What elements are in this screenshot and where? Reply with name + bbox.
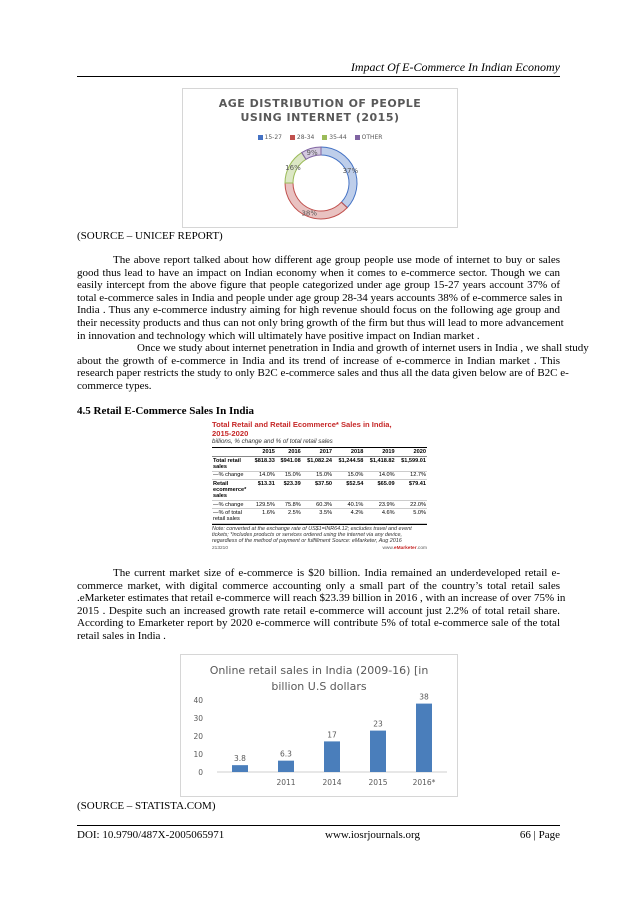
table-cell: $13.31 — [250, 480, 276, 501]
footer-doi: DOI: 10.9790/487X-2005065971 — [77, 829, 225, 841]
chart-title-line-2: billion U.S dollars — [271, 680, 367, 693]
table-header-cell: 2015 — [250, 448, 276, 457]
bar-value-label: 6.3 — [280, 749, 292, 759]
table-row-label: Retail ecommerce* sales — [212, 480, 250, 501]
table-id: 213210 — [212, 545, 229, 551]
table-cell: $1,244.58 — [333, 457, 364, 472]
figure-source-1: (SOURCE – UNICEF REPORT) — [77, 230, 223, 242]
table-cell: 60.3% — [302, 500, 333, 509]
text-line: 2015 . Despite such an increased growth rate retail e-commerce will account just 2.2% of total retail share. — [77, 604, 560, 617]
running-head: Impact Of E-Commerce In Indian Economy — [350, 60, 560, 74]
table-cell: $23.39 — [276, 480, 302, 501]
table-subtitle: billions, % change and % of total retail sales — [212, 438, 333, 445]
bar — [416, 704, 432, 772]
table-title-line-2: 2015-2020 — [212, 428, 249, 438]
text-line: commerce market, with digital commerce accounting only a small part of the country’s total retail sales — [77, 579, 560, 592]
table-row — [212, 480, 427, 501]
legend-label: OTHER — [361, 134, 383, 141]
figure-source-2: (SOURCE – STATISTA.COM) — [77, 800, 216, 812]
text-line: The above report talked about how different age group people use mode of internet to buy or sales — [113, 254, 560, 266]
table-cell: $1,082.24 — [302, 457, 333, 472]
table-cell: 4.2% — [333, 509, 364, 524]
text-line: commerce types. — [77, 379, 152, 392]
x-tick-label: 2015 — [368, 778, 388, 787]
bar-value-label: 38 — [419, 692, 429, 702]
footer-website: www.iosrjournals.org — [325, 829, 421, 841]
table-row-label: —% change — [212, 500, 250, 509]
x-tick-label: 2014 — [322, 778, 342, 787]
table-header-cell: 2018 — [333, 448, 364, 457]
text-line: good thus lead to have an impact on Indian economy when it comes to e-commerce sector. Though we can — [77, 266, 560, 279]
y-tick-label: 40 — [193, 696, 203, 705]
table-cell: 12.7% — [396, 471, 427, 480]
footer-rule — [77, 825, 560, 826]
table-cell: 23.9% — [364, 500, 395, 509]
chart-title-line-1: Online retail sales in India (2009-16) [in — [209, 664, 429, 677]
text-line: Once we study about internet penetration in India and growth of internet users in India , we shall study — [137, 342, 589, 355]
table-cell: $818.33 — [250, 457, 276, 472]
table-cell: 15.0% — [333, 471, 364, 480]
table-row — [212, 457, 427, 472]
table-cell: 1.6% — [250, 509, 276, 524]
bar — [324, 741, 340, 772]
table-cell: $65.09 — [364, 480, 395, 501]
text-line: According to Emarketer report by 2020 e-commerce will contribute 5% of total e-commerce sale of the total — [77, 617, 560, 630]
age-distribution-chart — [182, 88, 458, 228]
text-line: India . Thus any e-commerce industry aiming for high revenue should focus on the following age group and — [77, 304, 560, 317]
section-heading: 4.5 Retail E-Commerce Sales In India — [77, 405, 255, 417]
donut-slice — [321, 147, 357, 208]
table-header-cell: 2016 — [276, 448, 302, 457]
table-cell: $1,418.82 — [364, 457, 395, 472]
slice-label: 9% — [306, 148, 318, 157]
brand-logo: www.eMarketer.com — [382, 545, 427, 551]
table-cell: 75.8% — [276, 500, 302, 509]
header-rule — [77, 76, 560, 77]
table-cell: 40.1% — [333, 500, 364, 509]
text-line: total e-commerce sales in India and people under age group 28-34 years accounts 38% of e-commerce sales in — [77, 291, 563, 304]
slice-label: 16% — [285, 164, 301, 173]
table-header-row — [212, 448, 427, 457]
retail-sales-table — [212, 447, 427, 524]
table-row-label: —% of total retail sales — [212, 509, 250, 524]
bar-value-label: 23 — [373, 719, 383, 729]
text-line: retail sales in India . — [77, 629, 166, 642]
bar — [370, 731, 386, 772]
table-row-label: —% change — [212, 471, 250, 480]
bar-value-label: 3.8 — [234, 754, 246, 764]
table-footer — [212, 546, 427, 551]
table-cell: $79.41 — [396, 480, 427, 501]
table-cell: 3.5% — [302, 509, 333, 524]
table-cell: $52.54 — [333, 480, 364, 501]
table-cell: 15.0% — [276, 471, 302, 480]
text-line: easily intercept from the above figure that people categorized under age group 15-27 years account 37% of — [77, 279, 560, 292]
y-tick-label: 20 — [193, 732, 203, 741]
table-cell: $941.08 — [276, 457, 302, 472]
table-header-cell: 2017 — [302, 448, 333, 457]
slice-label: 37% — [342, 166, 359, 175]
bar — [232, 765, 248, 772]
table-cell: 14.0% — [364, 471, 395, 480]
text-line: research paper restricts the study to only B2C e-commerce sales and thus all the data given below are of B2C e- — [77, 367, 569, 380]
y-tick-label: 10 — [193, 750, 203, 759]
chart-title-line-2: USING INTERNET (2015) — [240, 111, 400, 124]
table-row-label: Total retail sales — [212, 457, 250, 472]
chart-title-line-1: AGE DISTRIBUTION OF PEOPLE — [218, 97, 422, 110]
table-row — [212, 509, 427, 524]
table-cell: $37.50 — [302, 480, 333, 501]
table-row — [212, 471, 427, 480]
footer-page-number: 66 | Page — [519, 829, 560, 841]
table-title-line-1: Total Retail and Retail Ecommerce* Sales in India, — [212, 420, 392, 429]
table-row — [212, 500, 427, 509]
table-cell: 2.5% — [276, 509, 302, 524]
table-cell: 22.0% — [396, 500, 427, 509]
body-paragraphs-1 — [77, 254, 589, 393]
y-tick-label: 0 — [198, 768, 203, 777]
bar-value-label: 17 — [327, 730, 337, 740]
text-line: The current market size of e-commerce is $20 billion. India remained an underdeveloped retail e- — [113, 567, 560, 579]
table-cell: 5.0% — [396, 509, 427, 524]
table-cell: 15.0% — [302, 471, 333, 480]
x-tick-label: 2011 — [276, 778, 296, 787]
donut-plot — [183, 89, 459, 229]
body-paragraphs-2 — [77, 567, 566, 643]
table-header-cell: 2019 — [364, 448, 395, 457]
table-note: Note: converted at the exchange rate of US$1=INR64.12; excludes travel and event tickets; *includes products or services ordered using the internet via any device, regardless of the method of payment or fulfillment Source: eMarketer, Aug 2016 — [212, 524, 427, 545]
text-line: about the growth of e-commerce in India and its trend of increase of e-commerce in Indian market . This — [77, 354, 560, 367]
table-header-cell — [212, 448, 250, 457]
table-cell: 4.6% — [364, 509, 395, 524]
legend-label: 35-44 — [329, 134, 347, 141]
text-line: in innovation and technology which will ultimately have positive impact on Indian market . — [77, 329, 480, 342]
legend-label: 28-34 — [296, 134, 315, 141]
table-cell: 129.5% — [250, 500, 276, 509]
x-tick-label: 2016* — [412, 778, 436, 787]
table-header-cell: 2020 — [396, 448, 427, 457]
slice-label: 38% — [301, 209, 318, 218]
y-tick-label: 30 — [193, 714, 203, 723]
bar — [278, 761, 294, 772]
legend-label: 15-27 — [264, 134, 282, 141]
online-retail-sales-chart — [180, 654, 458, 797]
text-line: .eMarketer estimates that retail e-commerce will reach $23.39 billion in 2016 , with an increase of over 75% in — [77, 592, 566, 605]
table-cell: $1,599.01 — [396, 457, 427, 472]
table-cell: 14.0% — [250, 471, 276, 480]
text-line: their necessity products and thus can not only bring growth of the firm but thus will lead to more advancement — [77, 316, 564, 329]
retail-sales-table-figure — [212, 421, 427, 552]
